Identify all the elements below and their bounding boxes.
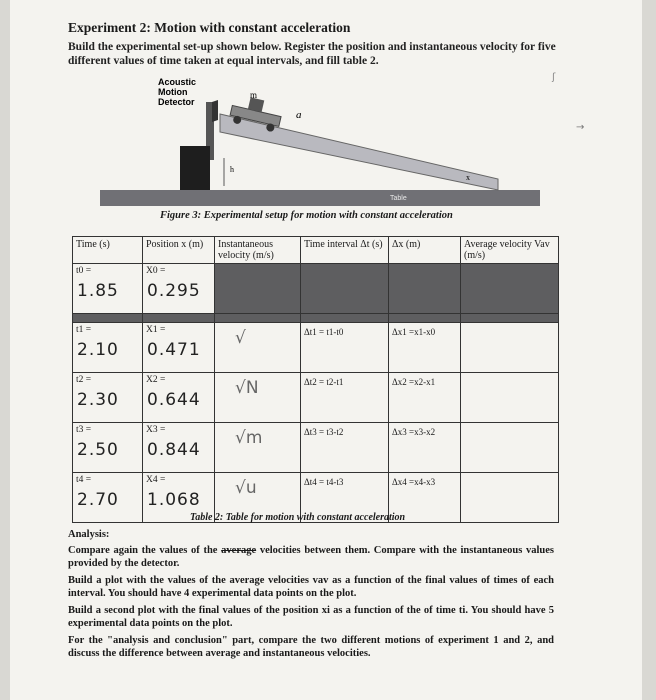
band-row — [73, 314, 559, 323]
figure-caption: Figure 3: Experimental setup for motion with constant acceleration — [160, 210, 453, 221]
cell-time-4 — [73, 473, 143, 523]
table-row-0 — [73, 264, 559, 314]
detector-head — [212, 100, 218, 122]
t4-value: 2.70 — [77, 490, 119, 510]
t0-value: 1.85 — [77, 281, 119, 301]
header-inst-velocity: Instantaneous velocity (m/s) — [215, 237, 301, 264]
x0-value: 0.295 — [147, 281, 201, 301]
cell-avg-1 — [461, 323, 559, 373]
t1-value: 2.10 — [77, 340, 119, 360]
x2-label: X2 = — [146, 375, 166, 385]
header-avg-velocity: Average velocity Vav (m/s) — [461, 237, 559, 264]
header-position: Position x (m) — [143, 237, 215, 264]
acceleration-label: a — [296, 109, 302, 121]
cell-time-1 — [73, 323, 143, 373]
t2-label: t2 = — [76, 375, 92, 385]
cell-velocity-3 — [215, 423, 301, 473]
cell-interval-2 — [301, 373, 389, 423]
shaded-cell — [301, 264, 389, 314]
analysis-paragraph-3: Build a second plot with the final values of the position xi as a function of the of time ti. You should have 5 experimental data points on the plot. — [68, 605, 554, 629]
x0-label: X0 = — [146, 266, 166, 276]
x-label: x — [466, 173, 470, 182]
ramp — [220, 114, 498, 190]
cell-interval-3 — [301, 423, 389, 473]
data-table — [72, 236, 559, 523]
check-mark: √u — [235, 478, 257, 498]
cell-interval-1 — [301, 323, 389, 373]
cell-dx-2 — [389, 373, 461, 423]
dx3-formula: Δx3 =x3-x2 — [392, 427, 436, 437]
dx2-formula: Δx2 =x2-x1 — [392, 377, 436, 387]
dx1-formula: Δx1 =x1-x0 — [392, 327, 436, 337]
intro-paragraph: Build the experimental set-up shown below. Register the position and instantaneous velocity for five different values of time taken at equal intervals, and fill table 2. — [68, 41, 556, 67]
cell-time-3 — [73, 423, 143, 473]
mass-label: m — [250, 90, 258, 100]
dt2-formula: Δt2 = t2-t1 — [304, 377, 344, 387]
x1-label: X1 = — [146, 325, 166, 335]
cell-position-3 — [143, 423, 215, 473]
cell-dx-1 — [389, 323, 461, 373]
t3-value: 2.50 — [77, 440, 119, 460]
t2-value: 2.30 — [77, 390, 119, 410]
table-header-row — [73, 237, 559, 264]
table-caption: Table 2: Table for motion with constant acceleration — [190, 512, 406, 523]
x2-value: 0.644 — [147, 390, 201, 410]
analysis-paragraph-1 — [68, 544, 554, 570]
cell-velocity-2 — [215, 373, 301, 423]
detector-label-1: Acoustic — [158, 77, 197, 87]
header-dx: Δx (m) — [389, 237, 461, 264]
check-mark: √ — [235, 328, 246, 348]
analysis-p1-start: Compare again the values of the — [68, 545, 218, 556]
pen-arrow-mark: → — [576, 122, 585, 133]
shaded-cell — [215, 264, 301, 314]
cell-time-2 — [73, 373, 143, 423]
x4-label: X4 = — [146, 475, 166, 485]
shaded-cell — [389, 264, 461, 314]
detector-label-2: Motion — [158, 87, 188, 97]
shaded-cell — [461, 264, 559, 314]
header-time: Time (s) — [73, 237, 143, 264]
dx4-formula: Δx4 =x4-x3 — [392, 477, 436, 487]
table-label: Table — [390, 195, 407, 202]
dt1-formula: Δt1 = t1-t0 — [304, 327, 344, 337]
cell-velocity-1 — [215, 323, 301, 373]
pen-mark: ʃ — [552, 72, 556, 83]
table-base — [100, 190, 540, 206]
cell-position-2 — [143, 373, 215, 423]
x3-label: X3 = — [146, 425, 166, 435]
t1-label: t1 = — [76, 325, 92, 335]
check-mark: √N — [235, 378, 259, 398]
x1-value: 0.471 — [147, 340, 201, 360]
table-row-3 — [73, 423, 559, 473]
check-mark: √m — [235, 428, 263, 448]
cell-time-0 — [73, 264, 143, 314]
cell-avg-2 — [461, 373, 559, 423]
x3-value: 0.844 — [147, 440, 201, 460]
t3-label: t3 = — [76, 425, 92, 435]
cell-dx-3 — [389, 423, 461, 473]
x4-value: 1.068 — [147, 490, 201, 510]
cell-avg-4 — [461, 473, 559, 523]
analysis-heading: Analysis: — [68, 529, 110, 540]
cell-position-0 — [143, 264, 215, 314]
analysis-section — [68, 528, 554, 664]
struck-word: average — [221, 545, 257, 556]
header-interval: Time interval Δt (s) — [301, 237, 389, 264]
height-label: h — [230, 165, 234, 174]
dt3-formula: Δt3 = t3-t2 — [304, 427, 344, 437]
detector-label-3: Detector — [158, 97, 195, 107]
t4-label: t4 = — [76, 475, 92, 485]
analysis-paragraph-4: For the "analysis and conclusion" part, compare the two different motions of experiment 1 and 2, and discuss the difference between average and instantaneous velocities. — [68, 635, 554, 659]
detector-block — [180, 146, 210, 190]
table-row-1 — [73, 323, 559, 373]
experiment-title: Experiment 2: Motion with constant acceleration — [68, 20, 351, 35]
t0-label: t0 = — [76, 266, 92, 276]
table-row-2 — [73, 373, 559, 423]
analysis-paragraph-2: Build a plot with the values of the average velocities vav as a function of the final values of times of each interval. You should have 4 experimental data points on the plot. — [68, 575, 554, 599]
cell-avg-3 — [461, 423, 559, 473]
analysis-p1-end: velocities between them. Compare with the instantaneous values provided by the detector. — [68, 545, 555, 569]
cell-position-1 — [143, 323, 215, 373]
document-page — [10, 0, 642, 700]
dt4-formula: Δt4 = t4-t3 — [304, 477, 344, 487]
